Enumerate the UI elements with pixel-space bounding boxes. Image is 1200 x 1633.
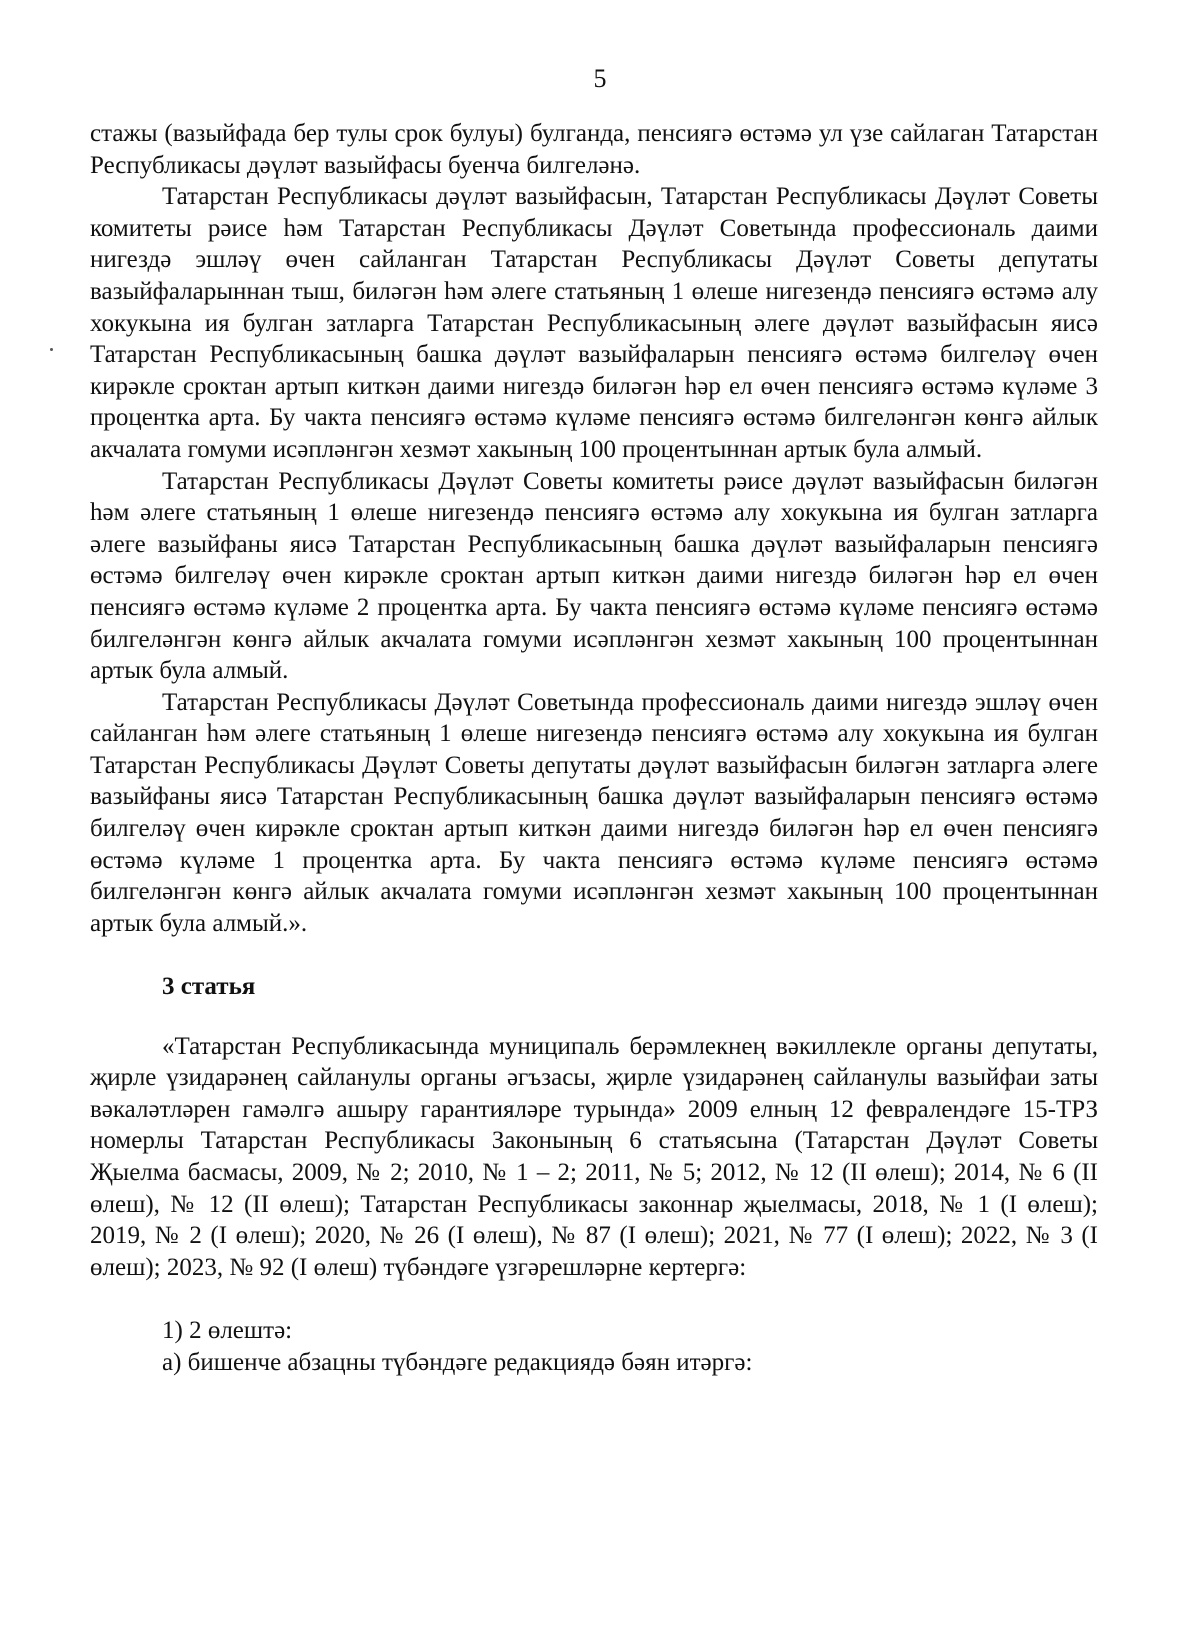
paragraph: Татарстан Республикасы дәүләт вазыйфасын, Татарстан Республикасы Дәүләт Советы комитеты рәисе һәм Татарстан Республикасы Дәүләт Советында профессиональ даими нигездә эшләү өчен сайланган Татарстан Республикасы Дәүләт Советы депутаты вазыйфаларыннан тыш, биләгән һәм әлеге статьяның 1 өлеше нигезендә пенсиягә өстәмә алу хокукына ия булган затларга Татарстан Республикасының әлеге дәүләт вазыйфасын яисә Татарстан Республикасының башка дәүләт вазыйфаларын пенсиягә өстәмә билгеләү өчен кирәкле сроктан артып киткән даими нигездә биләгән һәр ел өчен пенсиягә өстәмә күләме 3 процентка арта. Бу чакта пенсиягә өстәмә күләме пенсиягә өстәмә билгеләнгән көнгә айлык акчалата гомуми исәпләнгән хезмәт хакының 100 процентыннан артык була алмый. (90, 183, 1098, 463)
scan-artifact-dot (50, 348, 53, 351)
paragraph: Татарстан Республикасы Дәүләт Советында профессиональ даими нигездә эшләү өчен сайланган һәм әлеге статьяның 1 өлеше нигезендә пенсиягә өстәмә алу хокукына ия булган Татарстан Республикасы Дәүләт Советы депутаты дәүләт вазыйфасын биләгән затларга әлеге вазыйфаны яисә Татарстан Республикасының башка дәүләт вазыйфаларын пенсиягә өстәмә билгеләү өчен кирәкле сроктан артып киткән даими нигездә биләгән һәр ел өчен пенсиягә өстәмә күләме 1 процентка арта. Бу чакта пенсиягә өстәмә күләме пенсиягә өстәмә билгеләнгән көнгә айлык акчалата гомуми исәпләнгән хезмәт хакының 100 процентыннан артык була алмый.». (90, 688, 1098, 937)
amendment-list (90, 1315, 1098, 1378)
list-item: 1) 2 өлештә: (162, 1317, 293, 1345)
page-number: 5 (593, 64, 607, 93)
paragraph: Татарстан Республикасы Дәүләт Советы комитеты рәисе дәүләт вазыйфасын биләгән һәм әлеге статьяның 1 өлеше нигезендә пенсиягә өстәмә алу хокукына ия булган затларга әлеге вазыйфаны яисә Татарстан Республикасының башка дәүләт вазыйфаларын пенсиягә өстәмә билгеләү өчен кирәкле сроктан артып киткән даими нигездә биләгән һәр ел өчен пенсиягә өстәмә күләме 2 процентка арта. Бу чакта пенсиягә өстәмә күләме пенсиягә өстәмә билгеләнгән көнгә айлык акчалата гомуми исәпләнгән хезмәт хакының 100 процентыннан артык була алмый. (90, 467, 1098, 685)
article-heading: 3 статья (162, 973, 256, 1001)
article-paragraph: «Татарстан Республикасында муниципаль берәмлекнең вәкиллекле органы депутаты, җирле үзидарәнең сайланулы органы әгъзасы, җирле үзидарәнең сайланулы вазыйфаи заты вәкаләтләрен гамәлгә ашыру гарантияләре турында» 2009 елның 12 февралендәге 15-ТРЗ номерлы Татарстан Республикасы Законының 6 статьясына (Татарстан Дәүләт Советы Җыелма басмасы, 2009, № 2; 2010, № 1 – 2; 2011, № 5; 2012, № 12 (II өлеш); 2014, № 6 (II өлеш), № 12 (II өлеш); Татарстан Республикасы законнар җыелмасы, 2018, № 1 (I өлеш); 2019, № 2 (I өлеш); 2020, № 26 (I өлеш), № 87 (I өлеш); 2021, № 77 (I өлеш); 2022, № 3 (I өлеш); 2023, № 92 (I өлеш) түбәндәге үзгәрешләрне кертергә: (90, 1032, 1098, 1281)
document-body (90, 118, 1098, 1379)
list-item: а) бишенче абзацны түбәндәге редакциядә бәян итәргә: (162, 1348, 753, 1376)
spacer (90, 939, 1098, 971)
paragraph-continuation: стажы (вазыйфада бер тулы срок булуы) булганда, пенсиягә өстәмә ул үзе сайлаган Татарстан Республикасы дәүләт вазыйфасы буенча билгеләнә. (90, 120, 1098, 179)
